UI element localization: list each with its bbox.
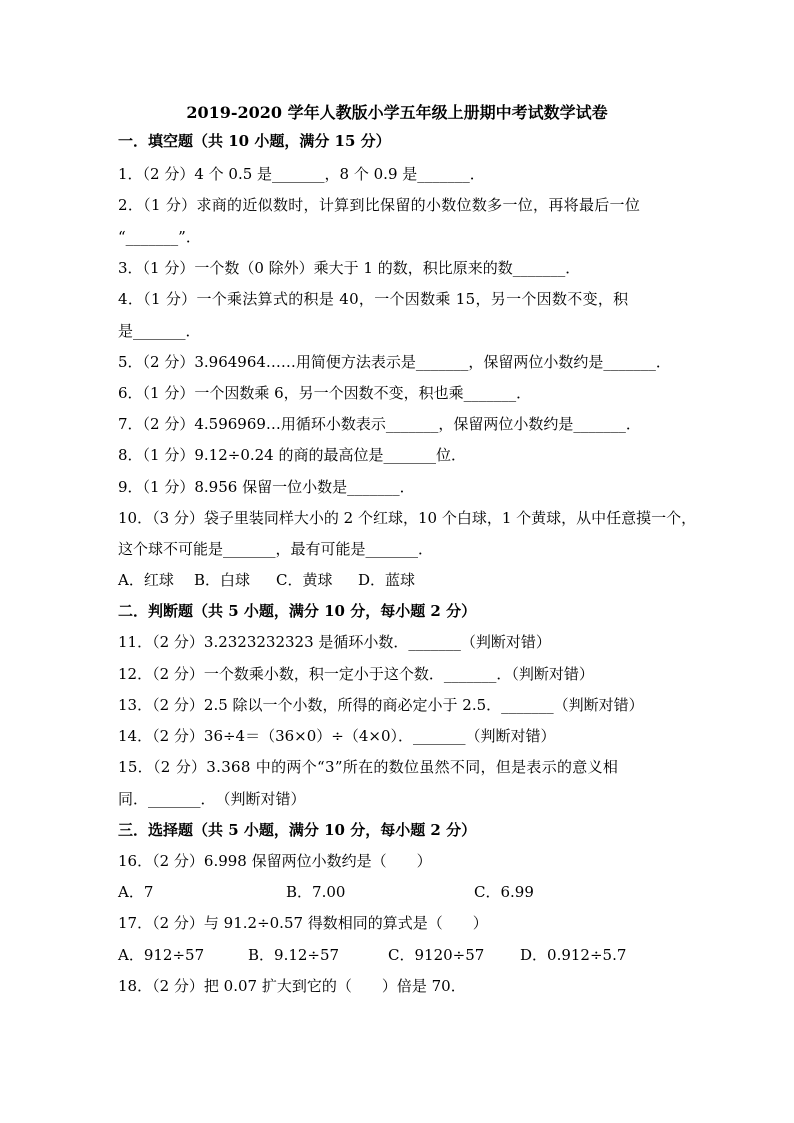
option-c: C．黄球: [276, 571, 333, 589]
question-18: 18．（2 分）把 0.07 扩大到它的（ ）倍是 70．: [118, 977, 466, 995]
option-c: C．6.99: [474, 883, 534, 901]
option-a: A．912÷57: [118, 946, 205, 964]
option-c: C．9120÷57: [388, 946, 485, 964]
question-15-line-1: 15．（2 分）3.368 中的两个“3”所在的数位虽然不同，但是表示的意义相: [118, 758, 619, 776]
exam-title: 2019-2020 学年人教版小学五年级上册期中考试数学试卷: [186, 103, 608, 122]
option-d: D．蓝球: [358, 571, 416, 589]
option-a: A．红球: [118, 571, 174, 589]
question-14: 14．（2 分）36÷4＝（36×0）÷（4×0）．_______（判断对错）: [118, 727, 556, 745]
question-15-line-2: 同．_______． （判断对错）: [118, 790, 306, 808]
question-2-line-2: “_______”．: [118, 228, 201, 246]
question-10-line-2: 这个球不可能是_______，最有可能是_______．: [118, 540, 434, 558]
question-4-line-2: 是_______．: [118, 322, 201, 340]
option-b: B．白球: [194, 571, 251, 589]
question-10-line-1: 10．（3 分）袋子里装同样大小的 2 个红球，10 个白球，1 个黄球，从中任意摸一个，: [118, 509, 697, 527]
question-1: 1．（2 分）4 个 0.5 是_______，8 个 0.9 是_______．: [118, 165, 485, 183]
question-13: 13．（2 分）2.5 除以一个小数，所得的商必定小于 2.5．_______（判断对错）: [118, 696, 644, 714]
question-16: 16．（2 分）6.998 保留两位小数约是（ ）: [118, 852, 432, 870]
option-b: B．9.12÷57: [248, 946, 340, 964]
question-6: 6．（1 分）一个因数乘 6，另一个因数不变，积也乘_______．: [118, 384, 532, 402]
question-9: 9．（1 分）8.956 保留一位小数是_______．: [118, 478, 415, 496]
question-11: 11．（2 分）3.2323232323 是循环小数．_______（判断对错）: [118, 633, 551, 651]
section-heading-multiple-choice: 三．选择题（共 5 小题，满分 10 分，每小题 2 分）: [118, 821, 477, 839]
option-b: B．7.00: [286, 883, 346, 901]
question-2-line-1: 2．（1 分）求商的近似数时，计算到比保留的小数位数多一位，再将最后一位: [118, 196, 641, 214]
question-3: 3．（1 分）一个数（0 除外）乘大于 1 的数，积比原来的数_______．: [118, 259, 581, 277]
question-4-line-1: 4．（1 分）一个乘法算式的积是 40，一个因数乘 15，另一个因数不变，积: [118, 290, 629, 308]
question-17: 17．（2 分）与 91.2÷0.57 得数相同的算式是（ ）: [118, 914, 488, 932]
question-5: 5．（2 分）3.964964……用简便方法表示是_______，保留两位小数约是_______．: [118, 353, 671, 371]
question-8: 8．（1 分）9.12÷0.24 的商的最高位是_______位．: [118, 446, 466, 464]
option-d: D．0.912÷5.7: [520, 946, 627, 964]
section-heading-true-false: 二．判断题（共 5 小题，满分 10 分，每小题 2 分）: [118, 602, 477, 620]
section-heading-fill-in: 一．填空题（共 10 小题，满分 15 分）: [118, 132, 391, 150]
option-a: A．7: [118, 883, 154, 901]
question-7: 7．（2 分）4.596969…用循环小数表示_______，保留两位小数约是_______．: [118, 415, 641, 433]
question-12: 12．（2 分）一个数乘小数，积一定小于这个数．_______．（判断对错）: [118, 665, 594, 683]
